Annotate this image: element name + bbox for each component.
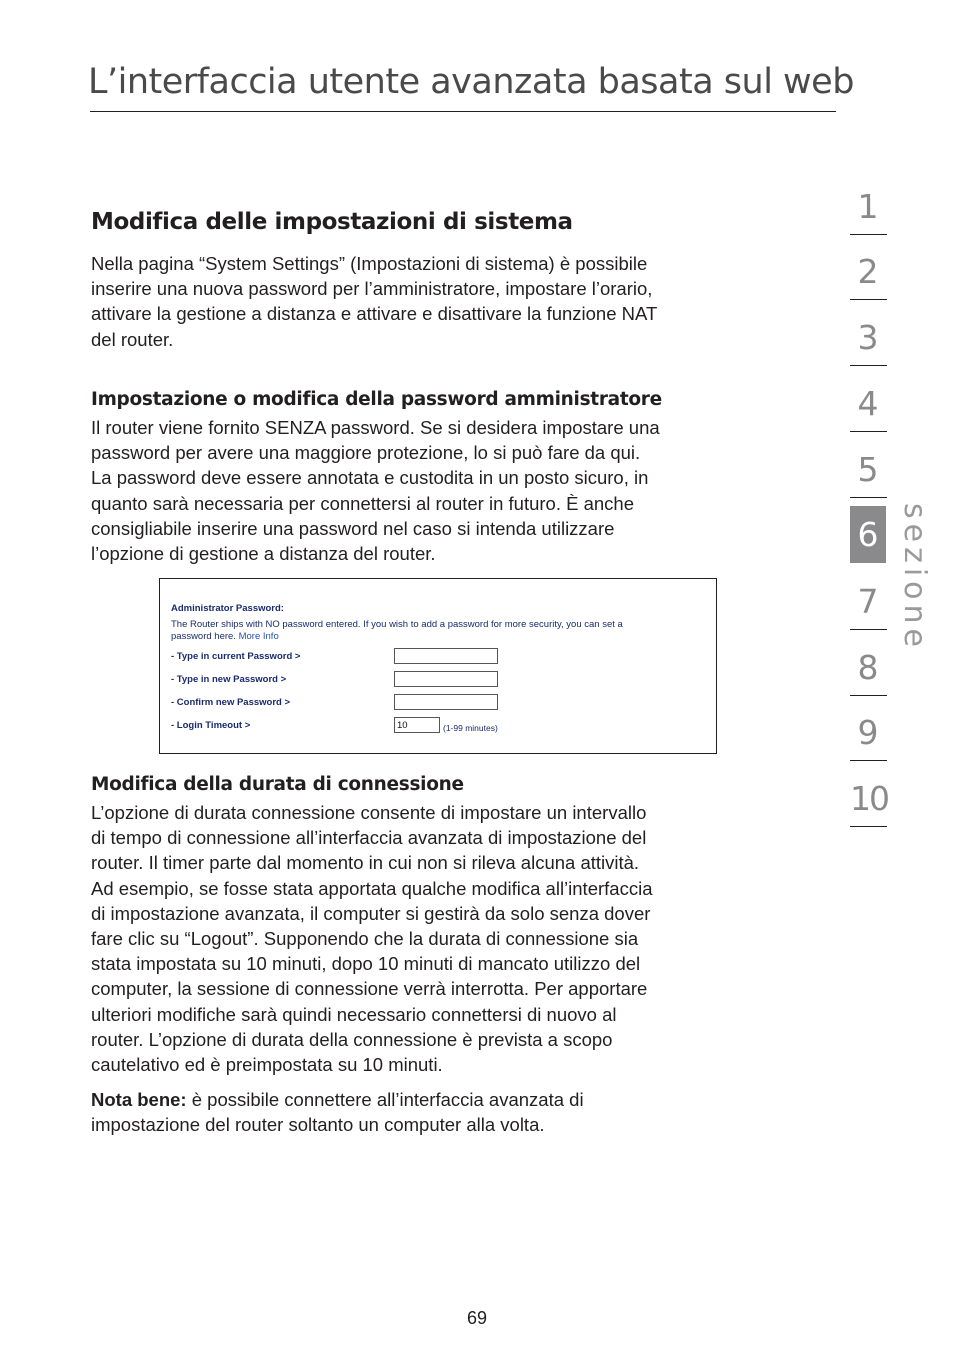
text-line: La password deve essere annotata e custodita in un posto sicuro, in: [91, 467, 649, 489]
section-divider: [850, 431, 887, 432]
text-line: l’opzione di gestione a distanza del router.: [91, 543, 436, 565]
section-number-10: 10: [850, 779, 888, 818]
text-line: Il router viene fornito SENZA password. Se si desidera impostare una: [91, 417, 660, 438]
section-label: sezione: [897, 503, 932, 652]
text-line: consigliabile inserire una password nel caso si intenda utilizzare: [91, 517, 615, 539]
title-rule: [90, 111, 836, 112]
text-line: attivare la gestione a distanza e attivare e disattivare la funzione NAT: [91, 303, 658, 325]
section-heading-system-settings: Modifica delle impostazioni di sistema: [91, 209, 573, 235]
text-line: password per avere una maggiore protezione, lo si può fare da qui.: [91, 442, 641, 464]
description-text: password here.: [171, 630, 239, 642]
login-timeout-hint: (1-99 minutes): [443, 723, 498, 733]
section-divider: [850, 629, 887, 630]
note-text: è possibile connettere all’interfaccia avanzata di: [186, 1089, 584, 1110]
section-divider: [850, 695, 887, 696]
section-divider: [850, 234, 887, 235]
section-number-8: 8: [857, 648, 879, 687]
text-line: quanto sarà necessaria per connettersi al router in futuro. È anche: [91, 492, 634, 514]
note-line: impostazione del router soltanto un computer alla volta.: [91, 1114, 545, 1136]
more-info-link[interactable]: More Info: [238, 630, 279, 642]
section-heading-admin-password: Impostazione o modifica della password amministratore: [91, 389, 662, 410]
section-divider: [850, 497, 887, 498]
section-heading-login-timeout: Modifica della durata di connessione: [91, 774, 464, 795]
admin-password-description: [171, 619, 623, 642]
new-password-label: - Type in new Password >: [171, 674, 287, 685]
section-number-1: 1: [857, 187, 879, 226]
text-line: di impostazione avanzata, il computer si gestirà da solo senza dover: [91, 902, 651, 924]
text-line: inserire una nuova password per l’amministratore, impostare l’orario,: [91, 278, 653, 300]
section-divider: [850, 826, 887, 827]
login-timeout-label: - Login Timeout >: [171, 720, 251, 731]
text-line: Nella pagina “System Settings” (Impostazioni di sistema) è possibile: [91, 253, 648, 274]
note-paragraph: [91, 1087, 796, 1137]
current-password-label: - Type in current Password >: [171, 651, 301, 662]
text-line: L’opzione di durata connessione consente di impostare un intervallo: [91, 802, 647, 823]
paragraph-login-timeout: [91, 800, 796, 1077]
login-timeout-input[interactable]: [394, 717, 440, 733]
text-line: fare clic su “Logout”. Supponendo che la durata di connessione sia: [91, 928, 639, 950]
section-number-4: 4: [857, 384, 879, 423]
text-line: router. L’opzione di durata della connessione è prevista a scopo: [91, 1028, 613, 1050]
admin-password-screenshot: [159, 578, 717, 754]
section-divider: [850, 760, 887, 761]
section-number-9: 9: [857, 713, 879, 752]
description-line: The Router ships with NO password entered. If you wish to add a password for more security, you can set a: [171, 619, 623, 630]
confirm-password-label: - Confirm new Password >: [171, 697, 291, 708]
section-number-3: 3: [857, 318, 879, 357]
note-label: Nota bene:: [91, 1089, 187, 1110]
text-line: computer, la sessione di connessione verrà interrotta. Per apportare: [91, 978, 648, 1000]
section-number-2: 2: [857, 252, 879, 291]
note-line: [91, 1087, 796, 1112]
current-password-input[interactable]: [394, 648, 498, 664]
page-title: L’interfaccia utente avanzata basata sul web: [88, 62, 854, 102]
admin-password-title: Administrator Password:: [171, 603, 284, 614]
paragraph-admin-password: [91, 415, 796, 566]
paragraph-system-settings: [91, 251, 796, 352]
section-divider: [850, 299, 887, 300]
confirm-password-input[interactable]: [394, 694, 498, 710]
section-number-6-active: 6: [850, 506, 886, 563]
text-line: ulteriori modifiche sarà quindi necessario connettersi di nuovo al: [91, 1003, 617, 1025]
text-line: di tempo di connessione all’interfaccia avanzata di impostazione del: [91, 827, 647, 849]
section-divider: [850, 365, 887, 366]
text-line: router. Il timer parte dal momento in cui non si rileva alcuna attività.: [91, 852, 640, 874]
section-number-5: 5: [857, 450, 879, 489]
text-line: del router.: [91, 328, 174, 350]
text-line: cautelativo ed è preimpostata su 10 minuti.: [91, 1054, 443, 1076]
description-line: [171, 631, 623, 643]
text-line: stata impostata su 10 minuti, dopo 10 minuti di mancato utilizzo del: [91, 953, 641, 975]
new-password-input[interactable]: [394, 671, 498, 687]
section-number-7: 7: [857, 582, 879, 621]
text-line: Ad esempio, se fosse stata apportata qualche modifica all’interfaccia: [91, 877, 653, 899]
page-number: 69: [466, 1308, 488, 1328]
